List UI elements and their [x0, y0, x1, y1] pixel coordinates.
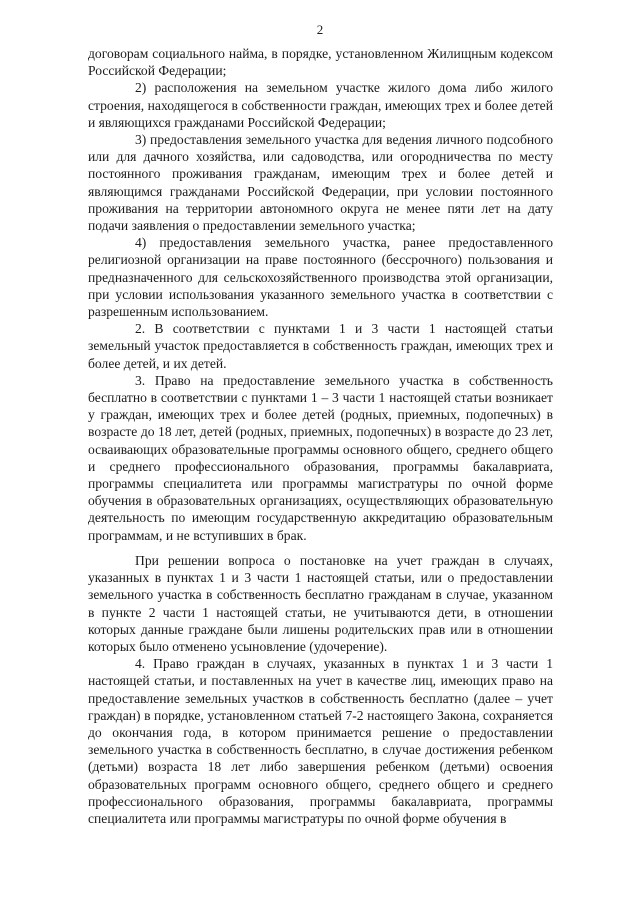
paragraph-continuation: договорам социального найма, в порядке, установленном Жилищным кодексом Российской Федерации; [88, 46, 553, 79]
paragraph-part-3-note: При решении вопроса о постановке на учет граждан в случаях, указанных в пунктах 1 и 3 части 1 настоящей статьи, или о предоставлении земельного участка в собственность бесплатно гражданам в случае, указанном в пункте 2 части 1 настоящей статьи, не учитываются дети, в отношении которых данные граждане были лишены родительских прав или в отношении которых было отменено усыновление (удочерение). [88, 552, 553, 654]
paragraph-item-2: 2) расположения на земельном участке жилого дома либо жилого строения, находящегося в собственности граждан, имеющих трех и более детей и являющихся гражданами Российской Федерации; [88, 80, 553, 130]
document-body [88, 45, 553, 827]
paragraph-part-3: 3. Право на предоставление земельного участка в собственность бесплатно в соответствии с пунктами 1 – 3 части 1 настоящей статьи возникает у граждан, имеющих трех и более детей (родных, приемных, подопечных) в возрасте до 18 лет, детей (родных, приемных, подопечных) в возрасте до 23 лет, осваивающих образовательные программы основного общего, среднего общего и среднего профессионального образования, программы бакалавриата, программы специалитета или программы магистратуры по очной форме обучения в образовательных организациях, осуществляющих образовательную деятельность по имеющим государственную аккредитацию образовательным программам, и не вступивших в брак. [88, 372, 553, 543]
paragraph-part-4: 4. Право граждан в случаях, указанных в пунктах 1 и 3 части 1 настоящей статьи, и поставленных на учет в качестве лиц, имеющих право на предоставление земельных участков в собственность бесплатно (далее – учет граждан) в порядке, установленном статьей 7-2 настоящего Закона, сохраняется до окончания года, в котором принимается решение о предоставлении земельного участка в собственность бесплатно, в случае достижения ребенком (детьми) возраста 18 лет либо завершения ребенком (детьми) освоения образовательных программ основного общего, среднего общего и среднего профессионального образования, программы бакалавриата, программы специалитета или программы магистратуры по очной форме обучения в [88, 656, 553, 826]
page-number: 2 [316, 22, 324, 37]
paragraph-part-2: 2. В соответствии с пунктами 1 и 3 части 1 настоящей статьи земельный участок предоставляется в собственность граждан, имеющих трех и более детей, и их детей. [88, 321, 553, 371]
paragraph-item-4: 4) предоставления земельного участка, ранее предоставленного религиозной организации на праве постоянного (бессрочного) пользования и предназначенного для сельскохозяйственного производства этой организации, при условии использования указанного земельного участка в соответствии с разрешенным использованием. [88, 235, 553, 320]
paragraph-item-3: 3) предоставления земельного участка для ведения личного подсобного или для дачного хозяйства, или садоводства, или огородничества по месту постоянного проживания гражданам, имеющим трех и более детей и являющимся гражданами Российской Федерации, при условии постоянного проживания на территории автономного округа не менее пяти лет на дату подачи заявления о предоставлении земельного участка; [88, 132, 553, 234]
